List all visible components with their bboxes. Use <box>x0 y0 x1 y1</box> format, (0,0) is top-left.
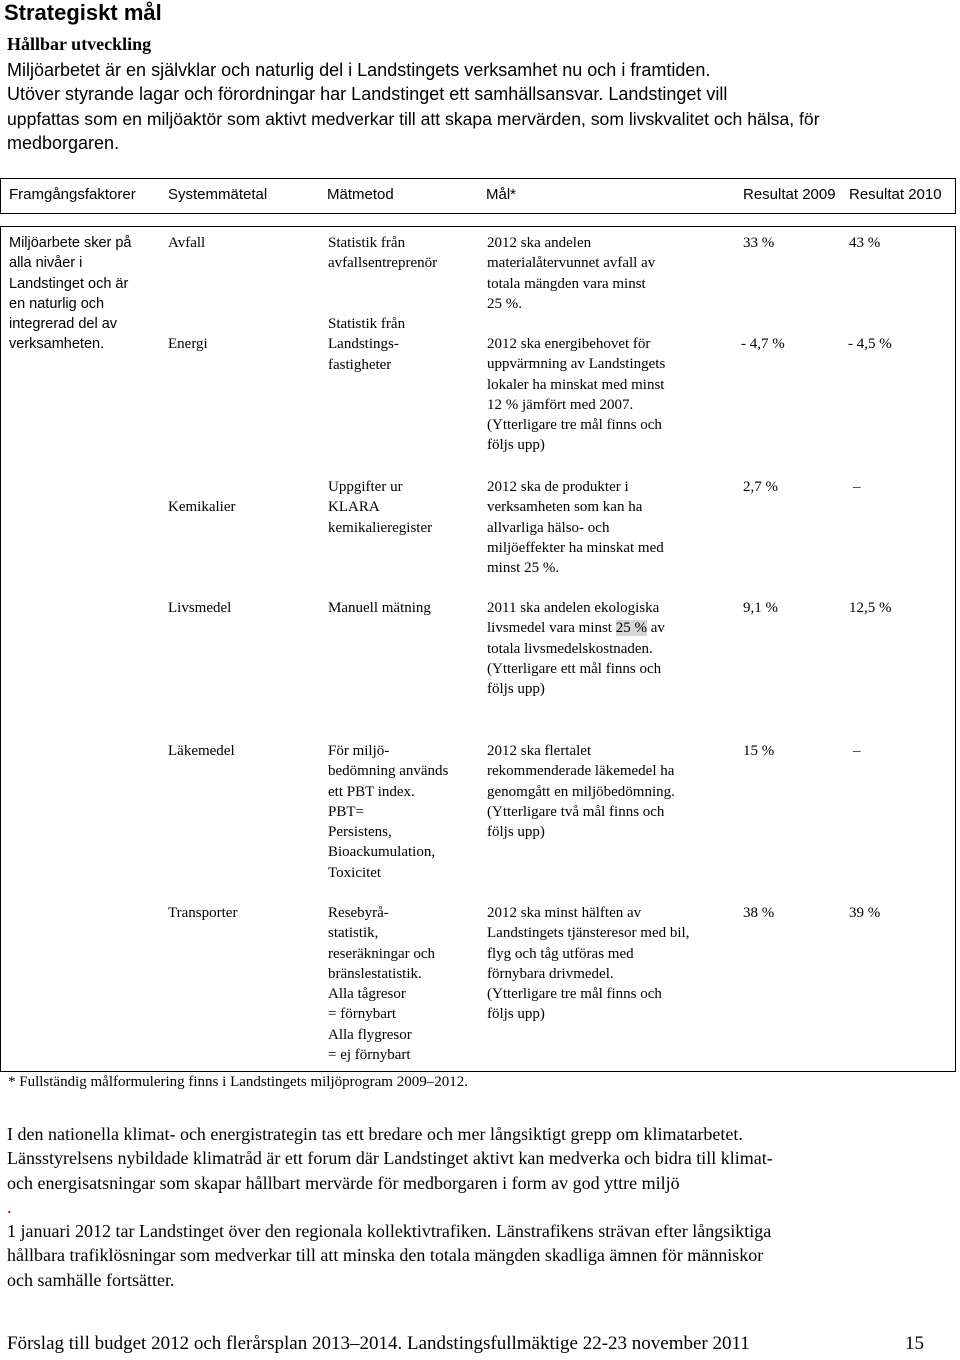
table-row-result-2009: 15 % <box>743 743 775 759</box>
goal-text: av totala livsmedelskostnaden. (Ytterligare ett mål finns och följs upp) <box>487 620 665 698</box>
intro-line: medborgaren. <box>7 133 120 154</box>
table-row-system: Transporter <box>168 905 238 921</box>
body-paragraph <box>7 1219 952 1292</box>
paragraph-line <box>7 1171 952 1220</box>
table-row-method: Statistik från Landstings- fastigheter <box>328 316 406 373</box>
table-row-result-2010: – <box>853 743 861 759</box>
table-row-method: Manuell mätning <box>328 600 431 616</box>
table-row-result-2010: 12,5 % <box>849 600 892 616</box>
table-row-result-2009: 9,1 % <box>743 600 778 616</box>
paragraph-line: 1 januari 2012 tar Landstinget över den regionala kollektivtrafiken. Länstrafikens strävan efter långsiktiga <box>7 1221 772 1241</box>
table-row-goal: 2012 ska minst hälften av Landstingets tjänsteresor med bil, flyg och tåg utföras med förnybara drivmedel. (Ytterligare tre mål finns och följs upp) <box>487 905 690 1023</box>
intro-line: Utöver styrande lagar och förordningar har Landstinget ett samhällsansvar. Landstinget vill <box>7 84 728 105</box>
table-row-result-2010: 39 % <box>849 905 881 921</box>
table-row-system: Avfall <box>168 235 206 251</box>
table-row-result-2010: – <box>853 479 861 495</box>
column-header-result-2009: Resultat 2009 <box>743 186 836 203</box>
section-subtitle: Hållbar utveckling <box>7 34 152 54</box>
table-row-goal: 2012 ska andelen materialåtervunnet avfall av totala mängden vara minst 25 %. <box>487 235 656 312</box>
paragraph-line: I den nationella klimat- och energistrategin tas ett bredare och mer långsiktigt grepp om klimatarbetet. <box>7 1124 743 1144</box>
table-footnote: * Fullständig målformulering finns i Landstingets miljöprogram 2009–2012. <box>8 1074 468 1090</box>
table-row-result-2010: - 4,5 % <box>848 336 892 352</box>
page-title: Strategiskt mål <box>4 0 162 25</box>
column-header-system-metrics: Systemmätetal <box>168 186 268 203</box>
paragraph-line: Länsstyrelsens nybildade klimatråd är ett forum där Landstinget aktivt kan medverka och bidra till klimat- <box>7 1148 773 1169</box>
table-row-result-2009: 2,7 % <box>743 479 778 495</box>
table-row-method: Uppgifter ur KLARA kemikalieregister <box>328 479 433 536</box>
table-row-goal: 2012 ska de produkter i verksamheten som kan ha allvarliga hälso- och miljöeffekter ha minskat med minst 25 %. <box>487 479 664 577</box>
table-row-system: Livsmedel <box>168 600 232 616</box>
table-row-method: Resebyrå- statistik, reseräkningar och bränslestatistik. Alla tågresor = förnybart Alla flygresor = ej förnybart <box>328 905 436 1064</box>
paragraph-text: och energisatsningar som skapar hållbart mervärde för medborgaren i form av god yttre miljö <box>7 1172 680 1193</box>
paragraph-end-mark: . <box>7 1197 12 1218</box>
paragraph-line: och samhälle fortsätter. <box>7 1269 175 1290</box>
table-row-result-2010: 43 % <box>849 235 881 251</box>
table-row-goal <box>487 598 665 699</box>
table-row-result-2009: 38 % <box>743 905 775 921</box>
body-paragraph <box>7 1122 952 1220</box>
table-row-goal: 2012 ska energibehovet för uppvärmning av Landstingets lokaler ha minskat med minst 12 % jämfört med 2007. (Ytterligare tre mål finns och följs upp) <box>487 336 666 454</box>
intro-line: uppfattas som en miljöaktör som aktivt medverkar till att skapa mervärden, som livskvalitet och hälsa, för <box>7 108 820 129</box>
paragraph-line: hållbara trafiklösningar som medverkar till att minska den totala mängden skadliga ämnen för människor <box>7 1245 764 1266</box>
intro-line: Miljöarbetet är en självklar och naturlig del i Landstingets verksamhet nu och i framtiden. <box>7 60 711 80</box>
page-footer: Förslag till budget 2012 och flerårsplan 2013–2014. Landstingsfullmäktige 22-23 november 2011 <box>7 1333 750 1354</box>
table-row-result-2009: 33 % <box>743 235 775 251</box>
column-header-result-2010: Resultat 2010 <box>849 186 942 203</box>
column-header-goal: Mål* <box>486 186 517 203</box>
table-row-method: Statistik från avfallsentreprenör <box>328 235 438 272</box>
table-row-system: Kemikalier <box>168 499 236 515</box>
column-header-factors: Framgångsfaktorer <box>9 186 136 203</box>
table-row-method: För miljö- bedömning används ett PBT index. PBT= Persistens, Bioackumulation, Toxicitet <box>328 743 449 881</box>
table-row-system: Energi <box>168 336 208 352</box>
goal-text: 2011 ska andelen ekologiska livsmedel vara minst <box>487 600 660 637</box>
page-number: 15 <box>905 1333 924 1354</box>
table-row-result-2009: - 4,7 % <box>741 336 785 352</box>
column-header-method: Mätmetod <box>327 186 394 203</box>
table-row-goal: 2012 ska flertalet rekommenderade läkemedel ha genomgått en miljöbedömning. (Ytterligare två mål finns och följs upp) <box>487 743 675 841</box>
highlighted-value: 25 % <box>615 620 647 637</box>
table-row-system: Läkemedel <box>168 743 235 759</box>
success-factor-cell: Miljöarbete sker på alla nivåer i Landstinget och är en naturlig och integrerad del av verksamheten. <box>9 235 132 353</box>
intro-paragraph <box>7 58 952 156</box>
